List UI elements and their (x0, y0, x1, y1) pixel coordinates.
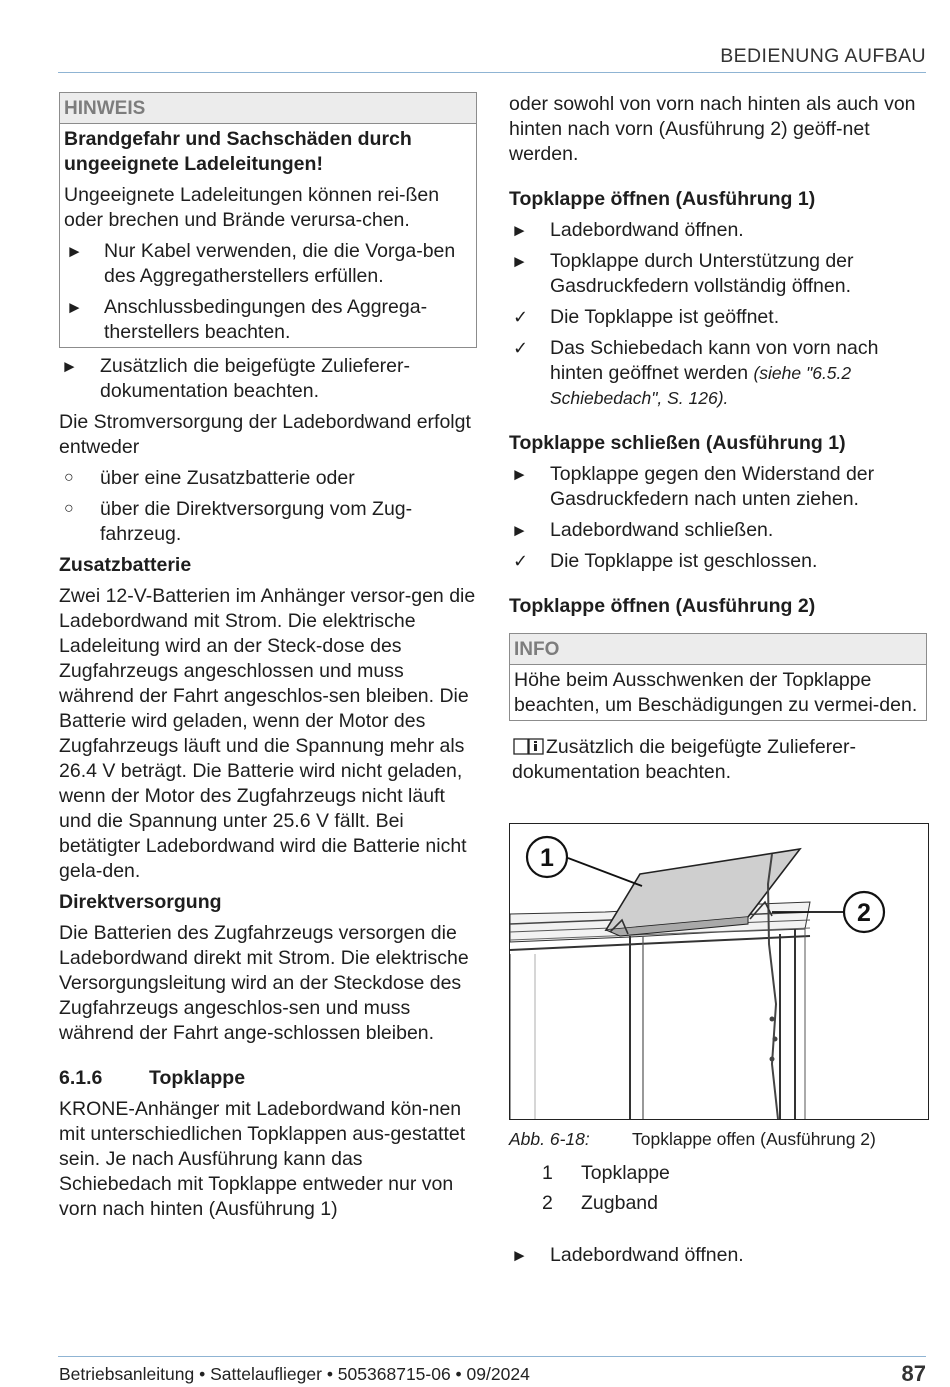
list-item (509, 336, 927, 411)
power-intro: Die Stromversorgung der Ladebordwand erfolgt entweder (59, 411, 471, 458)
result-text: Die Topklappe ist geschlossen. (550, 550, 818, 572)
doc-note (509, 735, 927, 785)
continued-text: oder sowohl von vorn nach hinten als auch von hinten nach vorn (Ausführung 2) geöff-net werden. (509, 93, 916, 165)
list-item (509, 462, 927, 512)
notice-step: Nur Kabel verwenden, die die Vorga-ben des Aggregatherstellers erfüllen. (104, 240, 456, 287)
legend-label: Topklappe (581, 1162, 670, 1184)
cross-reference-link[interactable]: (siehe "6.5.2 Schiebedach", S. 126). (550, 363, 852, 408)
check-icon: ✓ (513, 307, 529, 327)
circle-icon: ○ (64, 500, 74, 517)
open1-heading: Topklappe öffnen (Ausführung 1) (509, 188, 816, 210)
direkt-text: Die Batterien des Zugfahrzeugs versorgen die Ladebordwand direkt mit Strom. Die elektrische Versorgungsleitung wird an der Steckdose des Zugfahrzeugs angeschlos-sen und muss während der Fahrt ange-schlossen bleiben. (59, 922, 469, 1044)
left-column (59, 92, 477, 1222)
list-item (59, 466, 477, 491)
page-number: 87 (901, 1361, 926, 1386)
option-text: über die Direktversorgung vom Zug-fahrzeug. (100, 498, 413, 545)
zusatz-text: Zwei 12-V-Batterien im Anhänger versor-gen die Ladebordwand mit Strom. Die elektrische Ladeleitung wird an der Steck-dose des Zugfahrzeugs angeschlossen und muss während der Fahrt angeschlos-sen bleiben. Die Batterie wird geladen, wenn der Motor des Zugfahrzeugs läuft und die Spannung mehr als 26.4 V beträgt. Die Batterie wird nicht geladen, wenn der Motor des Zugfahrzeugs nicht läuft und die Spannung unter 25.6 V fällt. Bei betätigter Ladebordwand wird die Batterie nicht gela-den. (59, 585, 476, 882)
notice-step: Anschlussbedingungen des Aggrega-therstellers beachten. (104, 296, 428, 343)
section-text: KRONE-Anhänger mit Ladebordwand kön-nen mit unterschiedlichen Topklappen aus-gestattet sein. Je nach Ausführung kann das Schiebedach mit Topklappe entweder nur von vorn nach hinten (Ausführung 1) (59, 1098, 466, 1220)
triangle-right-icon: ► (511, 1246, 528, 1265)
running-header: BEDIENUNG AUFBAU (720, 45, 926, 67)
close1-heading: Topklappe schließen (Ausführung 1) (509, 432, 846, 454)
list-item (64, 239, 472, 289)
footer-doc-info: Betriebsanleitung • Sattelauflieger • 505368715-06 • 09/2024 (59, 1364, 530, 1384)
open2-heading: Topklappe öffnen (Ausführung 2) (509, 595, 816, 617)
triangle-right-icon: ► (511, 252, 528, 271)
step-docs: Zusätzlich die beigefügte Zulieferer-dokumentation beachten. (100, 355, 410, 402)
callout-1: 1 (540, 844, 554, 872)
triangle-right-icon: ► (511, 465, 528, 484)
caption-text: Topklappe offen (Ausführung 2) (632, 1129, 876, 1149)
list-item (509, 249, 927, 299)
right-column (509, 92, 927, 785)
figure-caption (509, 1127, 876, 1152)
section-heading (59, 1066, 477, 1091)
notice-title: Brandgefahr und Sachschäden durch ungeeignete Ladeleitungen! (64, 128, 412, 175)
step-text: Ladebordwand schließen. (550, 519, 774, 541)
book-info-icon (512, 736, 546, 756)
list-item (59, 497, 477, 547)
list-item (509, 549, 927, 574)
info-box (509, 633, 927, 721)
figure-legend (542, 1161, 670, 1221)
section-number: 6.1.6 (59, 1067, 103, 1089)
triangle-right-icon: ► (511, 521, 528, 540)
triangle-right-icon: ► (66, 242, 83, 261)
notice-text: Ungeeignete Ladeleitungen können rei-ßen oder brechen und Brände verursa-chen. (64, 184, 440, 231)
header-divider (58, 72, 926, 73)
result-text: Das Schiebedach kann von vorn nach hinten geöffnet werden (550, 337, 879, 384)
check-icon: ✓ (513, 338, 529, 358)
list-item (59, 354, 477, 404)
legend-label: Zugband (581, 1192, 658, 1214)
footer-divider (58, 1356, 926, 1357)
legend-item (542, 1161, 670, 1191)
legend-item (542, 1191, 670, 1221)
triangle-right-icon: ► (511, 221, 528, 240)
info-label: INFO (510, 634, 926, 665)
notice-box (59, 92, 477, 348)
list-item (509, 518, 927, 543)
direkt-heading: Direktversorgung (59, 891, 222, 913)
figure-topklappe (509, 823, 929, 1120)
info-text: Höhe beim Ausschwenken der Topklappe beachten, um Beschädigungen zu vermei-den. (514, 669, 918, 716)
triangle-right-icon: ► (61, 357, 78, 376)
list-item (509, 305, 927, 330)
final-step (509, 1243, 927, 1268)
list-item (64, 295, 472, 345)
section-title: Topklappe (149, 1067, 246, 1089)
zusatz-heading: Zusatzbatterie (59, 554, 192, 576)
step-text: Topklappe gegen den Widerstand der Gasdruckfedern nach unten ziehen. (550, 463, 875, 510)
notice-label: HINWEIS (60, 93, 476, 124)
check-icon: ✓ (513, 551, 529, 571)
circle-icon: ○ (64, 469, 74, 486)
list-item (509, 1243, 927, 1268)
result-text: Die Topklappe ist geöffnet. (550, 306, 780, 328)
option-text: über eine Zusatzbatterie oder (100, 467, 355, 489)
legend-number: 2 (542, 1192, 553, 1214)
step-text: Ladebordwand öffnen. (550, 219, 744, 241)
caption-label: Abb. 6-18: (509, 1129, 590, 1149)
step-text: Topklappe durch Unterstützung der Gasdruckfedern vollständig öffnen. (550, 250, 854, 297)
trailer-roof-illustration (510, 824, 928, 1119)
step-text: Ladebordwand öffnen. (550, 1244, 744, 1266)
doc-note-text: Zusätzlich die beigefügte Zulieferer-dokumentation beachten. (512, 736, 856, 783)
list-item (509, 218, 927, 243)
callout-2: 2 (857, 899, 871, 927)
legend-number: 1 (542, 1162, 553, 1184)
triangle-right-icon: ► (66, 298, 83, 317)
